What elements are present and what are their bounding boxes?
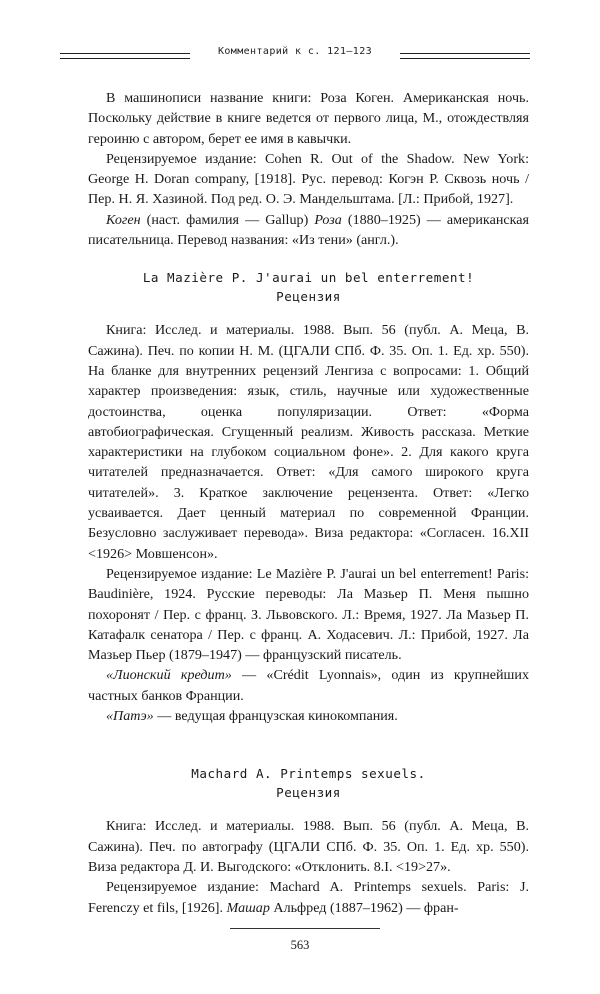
term: Роза [314, 211, 342, 228]
text-run: (1880–1925) — американская писательница. Перевод названия: «Из тени» (англ.). [88, 211, 529, 249]
text-run: Альфред (1887–1962) — фран- [269, 899, 459, 916]
paragraph: Книга: Исслед. и материалы. 1988. Вып. 56 (публ. А. Меца, В. Сажина). Печ. по автографу (ЦГАЛИ СПб. Ф. 35. Оп. 1. Ед. хр. 550). Виза редактора Д. И. Выгодского: «Отклонить. 8.I. <19>27». [88, 818, 529, 875]
term: «Патэ» [106, 708, 154, 725]
section-subtitle: Рецензия [276, 289, 341, 305]
section-title: La Mazière P. J'aurai un bel enterrement! [142, 270, 475, 286]
text-run: — ведущая французская кинокомпания. [153, 708, 398, 725]
running-head [60, 44, 530, 70]
text-run: — «Crédit Lyonnais», один из крупнейших частных банков Франции. [88, 667, 529, 704]
paragraph: Книга: Исслед. и материалы. 1988. Вып. 56 (публ. А. Меца, В. Сажина). Печ. по копии Н. М. (ЦГАЛИ СПб. Ф. 35. Оп. 1. Ед. хр. 550). На бланке для внутренних рецензий Ленгиза с вопросами: 1. Общий характер произведения: язык, стиль, научные или художественные достоинства, оценка популяризации. Ответ: «Форма автобиографическая. Сгущенный реализм. Живость рассказа. Меткие характеристики на глубоком социальном фоне». 2. Для какого круга читателей предназначается. Ответ: «Для самого широкого круга читателей». 3. Краткое заключение рецензента. Ответ: «Легко усваивается. Дает ценный материал по современной Франции. Безусловно заслуживает перевода». Виза редактора: «Согласен. 16.XII <1926> Мовшенсон». [88, 322, 529, 562]
text-run: (наст. фамилия — Gallup) [140, 211, 315, 228]
paragraph: Рецензируемое издание: Cohen R. Out of the Shadow. New York: George H. Doran company, [1918]. Рус. перевод: Когэн Р. Сквозь ночь / Пер. Н. Я. Хазиной. Под ред. О. Э. Мандельштама. [Л.: Прибой, 1927]. [88, 150, 529, 208]
section-subtitle: Рецензия [276, 785, 341, 801]
paragraph [88, 210, 529, 251]
running-head-title: Комментарий к с. 121–123 [217, 46, 373, 57]
paragraph: Рецензируемое издание: Le Mazière P. J'aurai un bel enterrement! Paris: Baudinière, 1924. Русские переводы: Ла Мазьер П. Меня пышно похоронят / Пер. с франц. З. Львовского. Л.: Время, 1927. Ла Мазьер П. Катафалк сенатора / Пер. с франц. А. Ходасевич. Л.: Прибой, 1927. Ла Мазьер Пьер (1879–1947) — французский писатель. [88, 565, 529, 664]
page-body [88, 88, 529, 918]
paragraph [88, 877, 529, 918]
section-title: Machard A. Printemps sexuels. [191, 766, 426, 782]
header-rule-right [400, 53, 530, 59]
text-run: Рецензируемое издание: Machard A. Printemps sexuels. Paris: J. Ferenczy et fils, [1926]. [88, 879, 529, 916]
term: Машар [226, 899, 270, 916]
term: «Лионский кредит» [106, 667, 232, 684]
page-number: 563 [290, 938, 310, 952]
paragraph: В машинописи название книги: Роза Коген. Американская ночь. Поскольку действие в книге ведется от первого лица, М., отождествляя героиню с автором, берет ее имя в кавычки. [88, 90, 529, 147]
term: Коген [106, 211, 141, 228]
footer-rule [230, 928, 380, 929]
paragraph [88, 706, 529, 726]
paragraph [88, 665, 529, 706]
